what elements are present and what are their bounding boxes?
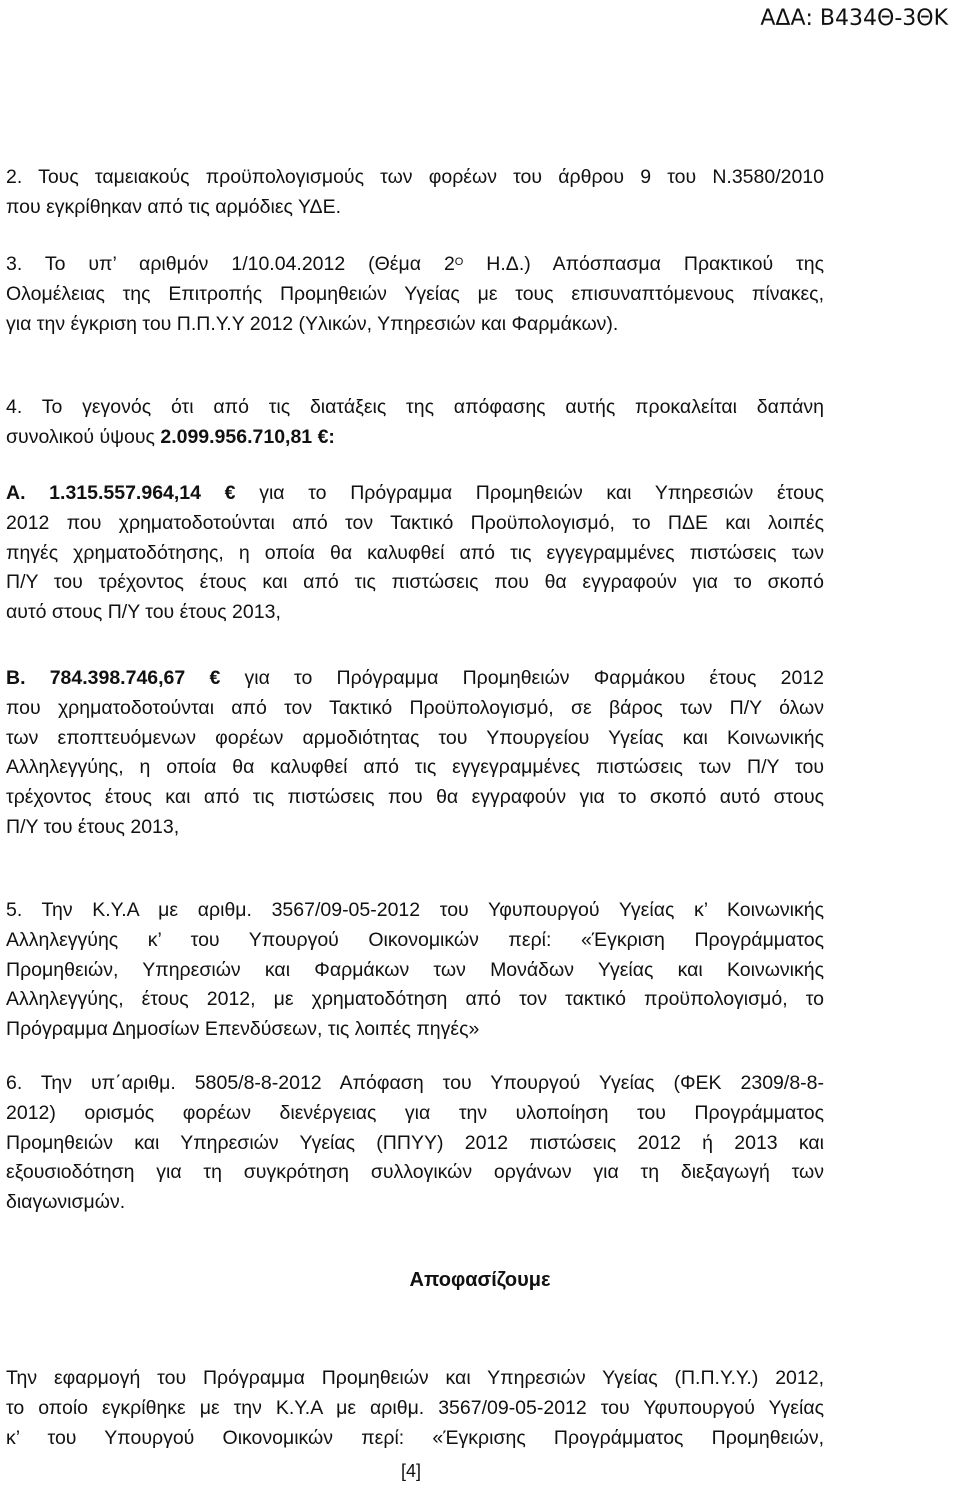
text-line: Προμηθειών και Υπηρεσιών Υγείας (ΠΠΥΥ) 2012 πιστώσεις 2012 ή 2013 και xyxy=(6,1131,824,1154)
paragraph-item-b xyxy=(6,664,824,843)
text-run: για το Πρόγραμμα Προμηθειών Φαρμάκου έτους 2012 xyxy=(220,667,824,689)
total-amount: 2.099.956.710,81 €: xyxy=(160,425,335,448)
amount-b: Β. 784.398.746,67 € xyxy=(6,667,221,689)
text-line: πηγές χρηματοδότησης, η οποία θα καλυφθεί από τις εγγεγραμμένες πιστώσεις των xyxy=(6,541,824,564)
text-run: 3. Το υπ’ αριθμόν 1/10.04.2012 (Θέμα 2 xyxy=(6,253,455,275)
text-line: 6. Την υπ΄αριθμ. 5805/8-8-2012 Απόφαση του Υπουργού Υγείας (ΦΕΚ 2309/8-8- xyxy=(6,1072,824,1094)
text-line: διαγωνισμών. xyxy=(6,1191,126,1214)
text-line: Αλληλεγγύης, έτους 2012, με χρηματοδότηση από τον τακτικό προϋπολογισμό, το xyxy=(6,988,824,1011)
paragraph-item-4 xyxy=(6,393,824,453)
text-line: που εγκρίθηκαν από τις αρμόδιες ΥΔΕ. xyxy=(6,195,342,218)
text-line: 4. Το γεγονός ότι από τις διατάξεις της απόφασης αυτής προκαλείται δαπάνη xyxy=(6,396,824,418)
text-line: για την έγκριση του Π.Π.Υ.Υ 2012 (Υλικών, Υπηρεσιών και Φαρμάκων). xyxy=(6,312,619,335)
text-line: Προμηθειών, Υπηρεσιών και Φαρμάκων των Μονάδων Υγείας και Κοινωνικής xyxy=(6,958,824,981)
text-line: Αλληλεγγύης κ’ του Υπουργού Οικονομικών περί: «Έγκριση Προγράμματος xyxy=(6,928,824,951)
text-line: 5. Την Κ.Υ.Α με αριθμ. 3567/09-05-2012 του Υφυπουργού Υγείας κ’ Κοινωνικής xyxy=(6,899,824,921)
text-line: 2. Τους ταμειακούς προϋπολογισμούς των φορέων του άρθρου 9 του Ν.3580/2010 xyxy=(6,166,824,188)
text-line: που χρηματοδοτούνται από τον Τακτικό Προϋπολογισμό, σε βάρος των Π/Υ όλων xyxy=(6,696,824,719)
text-line: Αλληλεγγύης, η οποία θα καλυφθεί από τις εγγεγραμμένες πιστώσεις των Π/Υ του xyxy=(6,756,824,779)
text-line: Π/Υ του τρέχοντος έτους και από τις πιστώσεις που θα εγγραφούν για το σκοπό xyxy=(6,571,824,594)
text-run: Η.Δ.) Απόσπασμα Πρακτικού της xyxy=(463,253,824,275)
text-line: το οποίο εγκρίθηκε με την Κ.Υ.Α με αριθμ. 3567/09-05-2012 του Υφυπουργού Υγείας xyxy=(6,1396,824,1419)
text-line: εξουσιοδότηση για τη συγκρότηση συλλογικών οργάνων για τη διεξαγωγή των xyxy=(6,1161,824,1184)
paragraph-item-3 xyxy=(6,250,824,339)
text-line: Πρόγραμμα Δημοσίων Επενδύσεων, τις λοιπές πηγές» xyxy=(6,1018,480,1041)
text-line xyxy=(6,664,824,694)
paragraph-item-a xyxy=(6,479,824,628)
text-line: Την εφαρμογή του Πρόγραμμα Προμηθειών και Υπηρεσιών Υγείας (Π.Π.Υ.Υ.) 2012, xyxy=(6,1367,824,1389)
page-number: [4] xyxy=(400,1461,421,1481)
text-line: τρέχοντος έτους και από τις πιστώσεις που θα εγγραφούν για το σκοπό αυτό στους xyxy=(6,786,824,809)
text-line: των εποπτευόμενων φορέων αρμοδιότητας του Υπουργείου Υγείας και Κοινωνικής xyxy=(6,726,824,749)
decision-heading: Αποφασίζουμε xyxy=(409,1269,551,1291)
text-line: αυτό στους Π/Υ του έτους 2013, xyxy=(6,601,281,624)
text-line xyxy=(6,479,824,509)
text-line: Π/Υ του έτους 2013, xyxy=(6,815,180,838)
superscript: Ο xyxy=(454,256,464,268)
text-line: 2012) ορισμός φορέων διενέργειας για την υλοποίηση του Προγράμματος xyxy=(6,1101,824,1124)
text-line: Ολομέλειας της Επιτροπής Προμηθειών Υγείας με τους επισυναπτόμενους πίνακες, xyxy=(6,282,824,305)
text-line: κ’ του Υπουργού Οικονομικών περί: «Έγκρισης Προγράμματος Προμηθειών, xyxy=(6,1426,824,1449)
decision-paragraph xyxy=(6,1364,824,1453)
text-line: 2012 που χρηματοδοτούνται από τον Τακτικό Προϋπολογισμό, το ΠΔΕ και λοιπές xyxy=(6,511,824,534)
paragraph-item-5 xyxy=(6,896,824,1045)
text-run: συνολικού ύψους xyxy=(6,425,161,448)
text-run: για το Πρόγραμμα Προμηθειών και Υπηρεσιών έτους xyxy=(235,482,824,504)
ada-code: ΑΔΑ: Β434Θ-3ΘΚ xyxy=(760,6,948,31)
amount-a: Α. 1.315.557.964,14 € xyxy=(6,482,236,504)
text-line xyxy=(6,423,824,453)
text-line xyxy=(6,250,824,280)
paragraph-item-6 xyxy=(6,1069,824,1218)
paragraph-item-2 xyxy=(6,163,824,223)
